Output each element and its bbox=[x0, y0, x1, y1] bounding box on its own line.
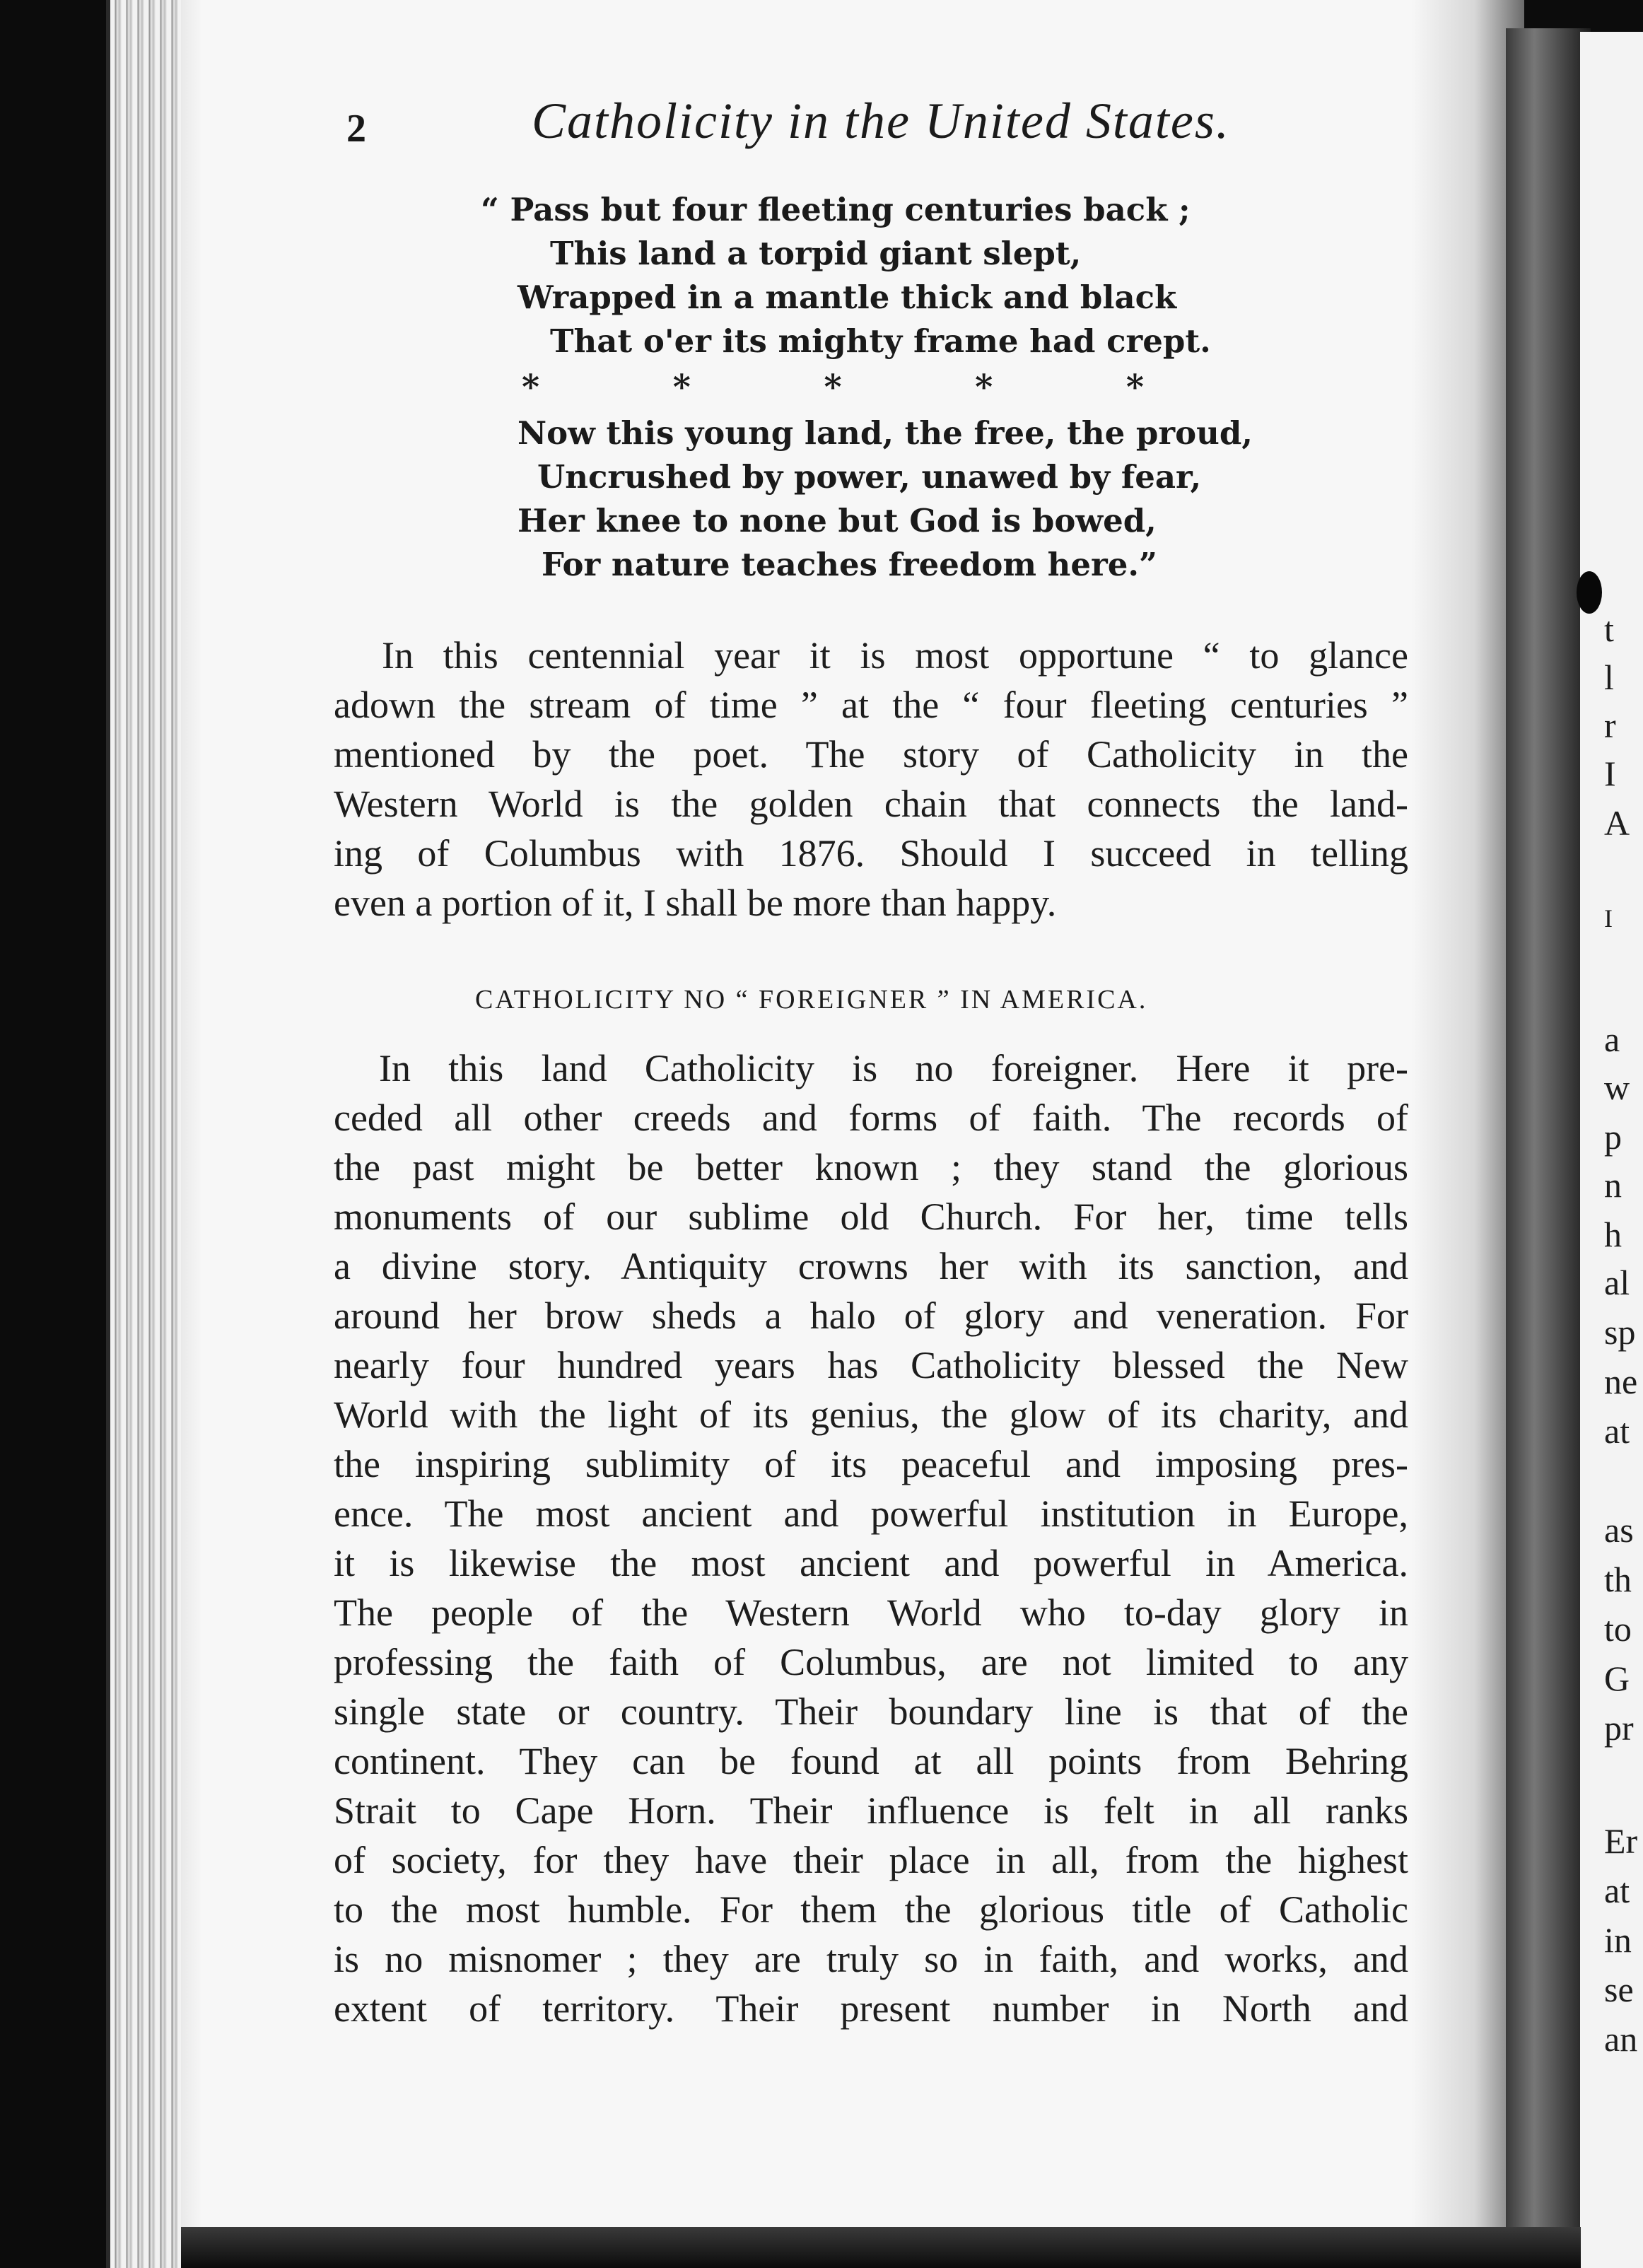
text-line: nearly four hundred years has Catholicity blessed the New bbox=[334, 1344, 1408, 1386]
poem-line: Uncrushed by power, unawed by fear, bbox=[537, 458, 1202, 496]
facing-page-text: as bbox=[1604, 1510, 1634, 1550]
facing-page-text: I bbox=[1604, 904, 1613, 933]
facing-page-text: I bbox=[1604, 754, 1616, 793]
text-line: mentioned by the poet. The story of Catholicity in the bbox=[334, 733, 1408, 776]
facing-page-text: at bbox=[1604, 1411, 1630, 1451]
facing-page-text: se bbox=[1604, 1970, 1634, 2009]
text-line: is no misnomer ; they are truly so in faith, and works, and bbox=[334, 1938, 1408, 1980]
text-line: continent. They can be found at all points from Behring bbox=[334, 1740, 1408, 1782]
book-spine-edge bbox=[106, 0, 188, 2268]
facing-page-text: l bbox=[1604, 657, 1614, 697]
facing-page-text: G bbox=[1604, 1659, 1630, 1698]
text-line: the inspiring sublimity of its peaceful and imposing pres- bbox=[334, 1443, 1408, 1485]
epigraph-poem bbox=[481, 188, 1273, 587]
facing-page-text: r bbox=[1604, 706, 1616, 745]
page-gutter-shadow bbox=[1506, 28, 1591, 2248]
text-line: single state or country. Their boundary line is that of the bbox=[334, 1690, 1408, 1733]
poem-line: Wrapped in a mantle thick and black bbox=[518, 279, 1177, 316]
text-line: it is likewise the most ancient and powerful in America. bbox=[334, 1542, 1408, 1584]
poem-line: That o'er its mighty frame had crept. bbox=[550, 322, 1211, 360]
text-line: even a portion of it, I shall be more than happy. bbox=[334, 882, 1057, 924]
text-line: In this centennial year it is most opportune “ to glance bbox=[382, 634, 1408, 677]
separator-star: * bbox=[975, 368, 993, 407]
facing-page-text: at bbox=[1604, 1871, 1630, 1910]
section-heading: CATHOLICITY NO “ FOREIGNER ” IN AMERICA. bbox=[475, 985, 1148, 1015]
facing-page-text: w bbox=[1604, 1068, 1630, 1107]
text-line: ceded all other creeds and forms of faith. The records of bbox=[334, 1097, 1408, 1139]
facing-page-text: h bbox=[1604, 1215, 1622, 1254]
text-line: Western World is the golden chain that connects the land- bbox=[334, 783, 1408, 825]
facing-page-text: p bbox=[1604, 1117, 1622, 1157]
text-line: ing of Columbus with 1876. Should I succeed in telling bbox=[334, 832, 1408, 875]
facing-page-text: in bbox=[1604, 1920, 1632, 1960]
text-line: a divine story. Antiquity crowns her with its sanction, and bbox=[334, 1245, 1408, 1287]
facing-page-text: A bbox=[1604, 803, 1630, 843]
facing-page-text: t bbox=[1604, 609, 1614, 649]
text-line: extent of territory. Their present number in North and bbox=[334, 1987, 1408, 2030]
poem-line: Now this young land, the free, the proud, bbox=[518, 414, 1253, 452]
facing-page-text: a bbox=[1604, 1019, 1620, 1059]
text-line: of society, for they have their place in all, from the highest bbox=[334, 1839, 1408, 1881]
facing-page-text: n bbox=[1604, 1165, 1622, 1205]
facing-page-fragment bbox=[1580, 32, 1643, 2268]
poem-line: “ Pass but four fleeting centuries back ; bbox=[481, 191, 1191, 228]
running-head bbox=[346, 92, 1265, 163]
facing-page-text: an bbox=[1604, 2019, 1638, 2059]
facing-page-text: th bbox=[1604, 1560, 1632, 1599]
poem-line: Her knee to none but God is bowed, bbox=[518, 502, 1157, 539]
text-line: monuments of our sublime old Church. For her, time tells bbox=[334, 1196, 1408, 1238]
text-line: Strait to Cape Horn. Their influence is felt in all ranks bbox=[334, 1789, 1408, 1832]
text-line: In this land Catholicity is no foreigner. Here it pre- bbox=[379, 1047, 1408, 1089]
page-bottom-shadow bbox=[181, 2227, 1581, 2268]
body-paragraph bbox=[334, 1044, 1408, 2033]
text-line: adown the stream of time ” at the “ four fleeting centuries ” bbox=[334, 684, 1408, 726]
separator-star: * bbox=[522, 368, 540, 407]
text-line: around her brow sheds a halo of glory and veneration. For bbox=[334, 1294, 1408, 1337]
text-line: The people of the Western World who to-day glory in bbox=[334, 1591, 1408, 1634]
text-line: ence. The most ancient and powerful institution in Europe, bbox=[334, 1492, 1408, 1535]
separator-star: * bbox=[1125, 368, 1144, 407]
text-line: the past might be better known ; they stand the glorious bbox=[334, 1146, 1408, 1188]
separator-star: * bbox=[824, 368, 842, 407]
poem-line: For nature teaches freedom here.” bbox=[542, 546, 1157, 583]
facing-page-text: Er bbox=[1604, 1821, 1638, 1861]
text-line: professing the faith of Columbus, are not limited to any bbox=[334, 1641, 1408, 1683]
text-line: World with the light of its genius, the glow of its charity, and bbox=[334, 1393, 1408, 1436]
poem-line: This land a torpid giant slept, bbox=[550, 235, 1082, 272]
facing-page-text: al bbox=[1604, 1263, 1630, 1302]
page-number: 2 bbox=[346, 107, 366, 151]
text-line: to the most humble. For them the glorious title of Catholic bbox=[334, 1888, 1408, 1931]
facing-page-text: sp bbox=[1604, 1312, 1636, 1352]
running-title: Catholicity in the United States. bbox=[532, 93, 1230, 149]
facing-page-text: pr bbox=[1604, 1708, 1634, 1748]
ink-blot bbox=[1577, 571, 1602, 614]
facing-page-text: to bbox=[1604, 1609, 1632, 1649]
separator-star: * bbox=[672, 368, 691, 407]
intro-paragraph bbox=[334, 631, 1408, 928]
facing-page-text: ne bbox=[1604, 1362, 1638, 1401]
stanza-separator bbox=[481, 363, 1144, 411]
